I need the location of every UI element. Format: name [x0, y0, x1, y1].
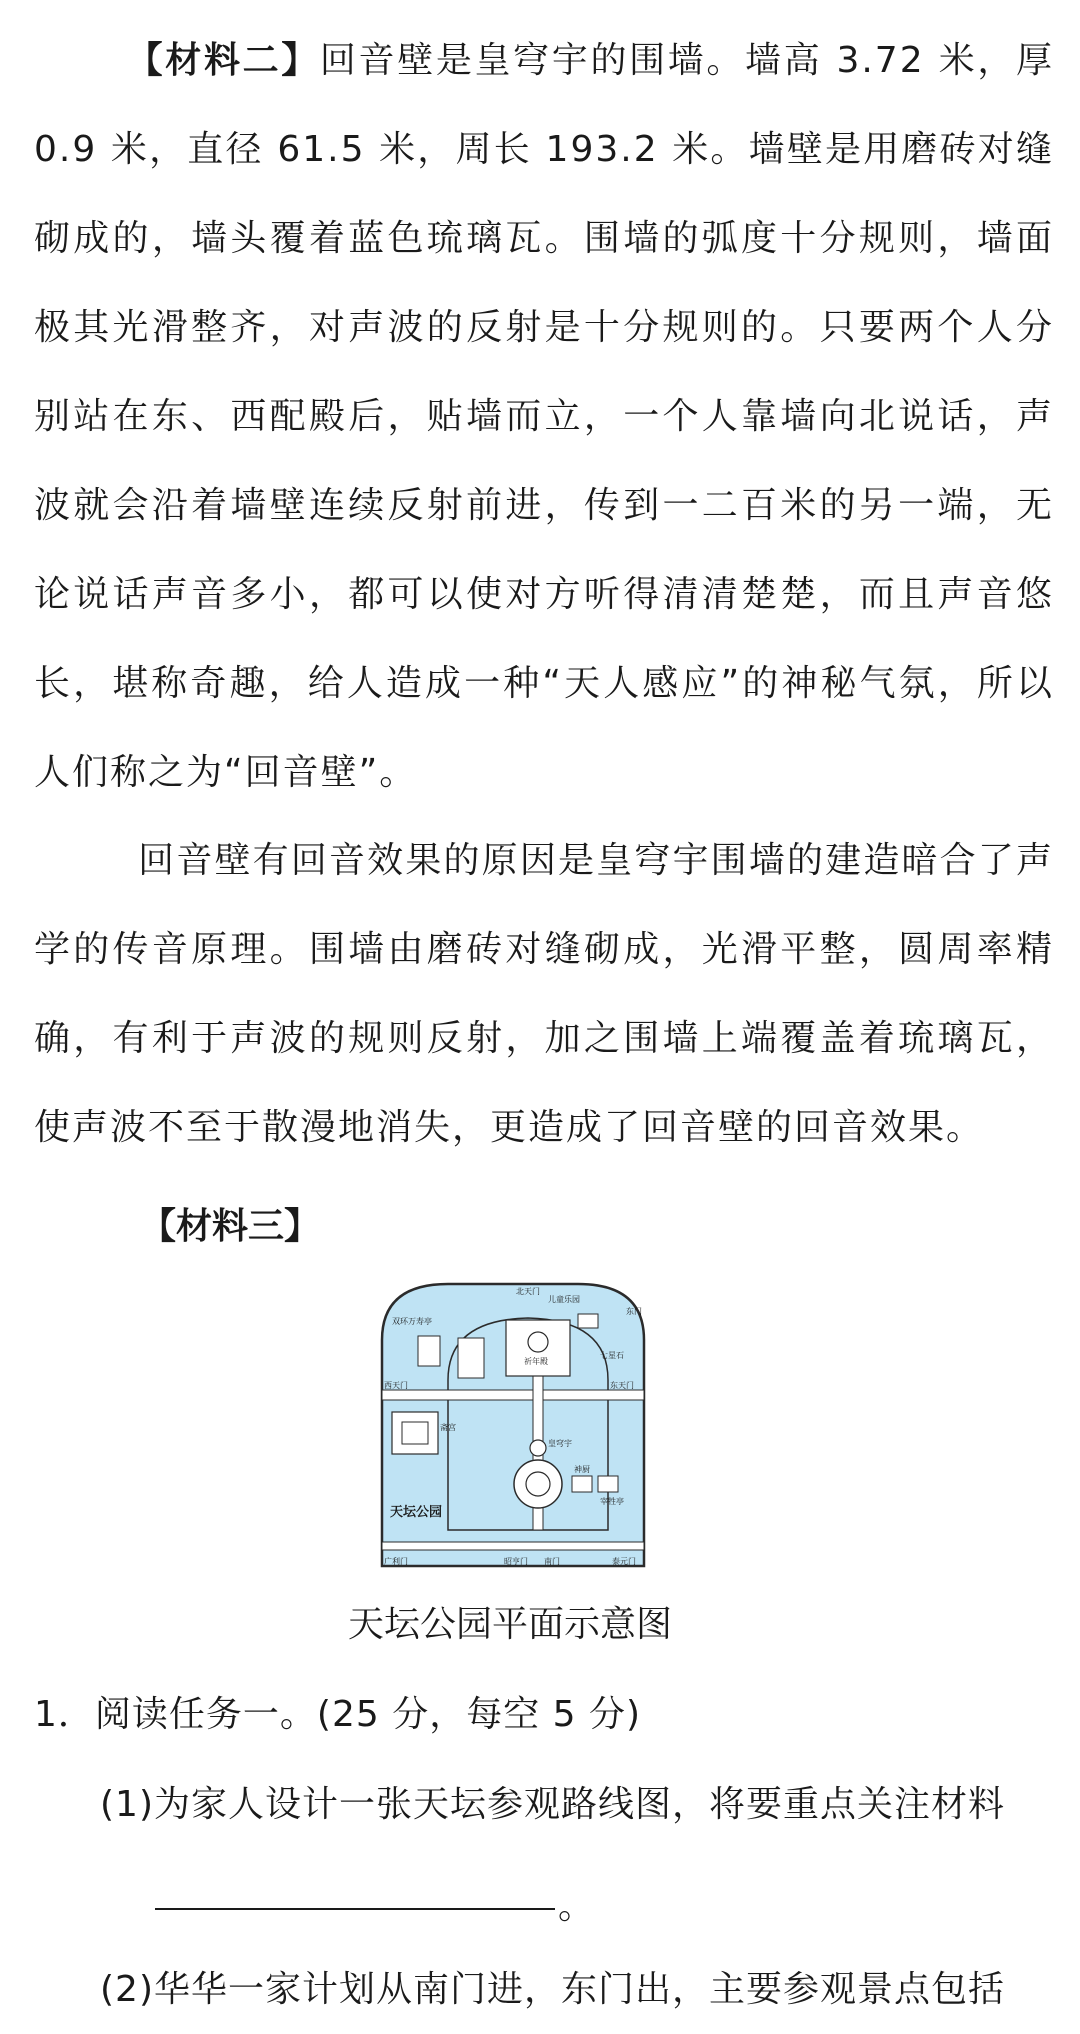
- material2-body: 回音壁是皇穹宇的围墙。墙高 3.72 米，厚 0.9 米，直径 61.5 米，周长 193.2 米。墙壁是用磨砖对缝砌成的，墙头覆着蓝色琉璃瓦。围墙的弧度十分规则，墙面极其光滑整齐，对声波的反射是十分规则的。只要两个人分别站在东、西配殿后，贴墙而立，一个人靠墙向北说话，声波就会沿着墙壁连续反射前进，传到一二百米的另一端，无论说话声音多小，都可以使对方听得清清楚楚，而且声音悠长，堪称奇趣，给人造成一种“天人感应”的神秘气氛，所以人们称之为“回音壁”。: [34, 40, 1054, 793]
- shenchu-south: [572, 1476, 592, 1492]
- west-gate-label: 西天门: [384, 1381, 408, 1390]
- east-heaven-gate-label: 东天门: [610, 1381, 634, 1390]
- children-park-label: 儿童乐园: [548, 1295, 580, 1304]
- tiantan-map: [378, 1280, 648, 1570]
- circular-mound-inner: [526, 1472, 550, 1496]
- tiantan-map-svg: [378, 1280, 648, 1570]
- zhaigong-outer: [392, 1412, 438, 1454]
- guangli-gate-label: 广利门: [384, 1557, 408, 1566]
- zaishengting-label: 宰牲亭: [600, 1497, 624, 1506]
- material3-label: 【材料三】: [140, 1206, 321, 1247]
- east-gate-label: 东门: [626, 1307, 642, 1316]
- zhaigong-label: 斋宫: [440, 1423, 456, 1432]
- zaishengting-north: [578, 1314, 598, 1328]
- south-road: [382, 1542, 644, 1550]
- material2-label: 【材料二】: [126, 40, 320, 81]
- material2-paragraph: [34, 16, 1054, 817]
- shuanghuan-label: 双环万寿亭: [392, 1317, 432, 1326]
- qinian-hall-mark: [528, 1332, 548, 1352]
- north-gate-label: 北天门: [516, 1287, 540, 1296]
- zaishengting-south: [598, 1476, 618, 1492]
- question-1-part-1: (1)为家人设计一张天坛参观路线图，将要重点关注材料: [100, 1784, 1005, 1825]
- answer-blank[interactable]: [155, 1908, 555, 1910]
- material2-body-2: 回音壁有回音效果的原因是皇穹宇围墙的建造暗合了声学的传音原理。围墙由磨砖对缝砌成，光滑平整，圆周率精确，有利于声波的规则反射，加之围墙上端覆盖着琉璃瓦，使声波不至于散漫地消失，更造成了回音壁的回音效果。: [34, 840, 1054, 1148]
- question-1-part-2: (2)华华一家计划从南门进，东门出，主要参观景点包括: [100, 1969, 1005, 2010]
- taiyuan-gate-label: 泰元门: [612, 1557, 636, 1566]
- shenchu-label: 神厨: [574, 1465, 590, 1474]
- huangqiong-label: 皇穹宇: [548, 1439, 572, 1448]
- south-gate-label: 南门: [544, 1557, 560, 1566]
- material2-paragraph-2: [34, 816, 1054, 1172]
- shenyue-building: [458, 1338, 484, 1378]
- east-west-road: [382, 1390, 644, 1400]
- seven-stars-label: 七星石: [600, 1351, 624, 1360]
- shuanghuan-pavilion: [418, 1336, 440, 1366]
- map-caption: 天坛公园平面示意图: [347, 1604, 672, 1645]
- huangqiong-mark: [530, 1440, 546, 1456]
- qinian-label: 祈年殿: [524, 1357, 548, 1366]
- zhaoheng-gate-label: 昭亨门: [504, 1557, 528, 1566]
- answer-blank-period: 。: [558, 1886, 595, 1927]
- park-title-label: 天坛公园: [390, 1505, 443, 1520]
- question-1: 1．阅读任务一。(25 分，每空 5 分): [34, 1694, 642, 1735]
